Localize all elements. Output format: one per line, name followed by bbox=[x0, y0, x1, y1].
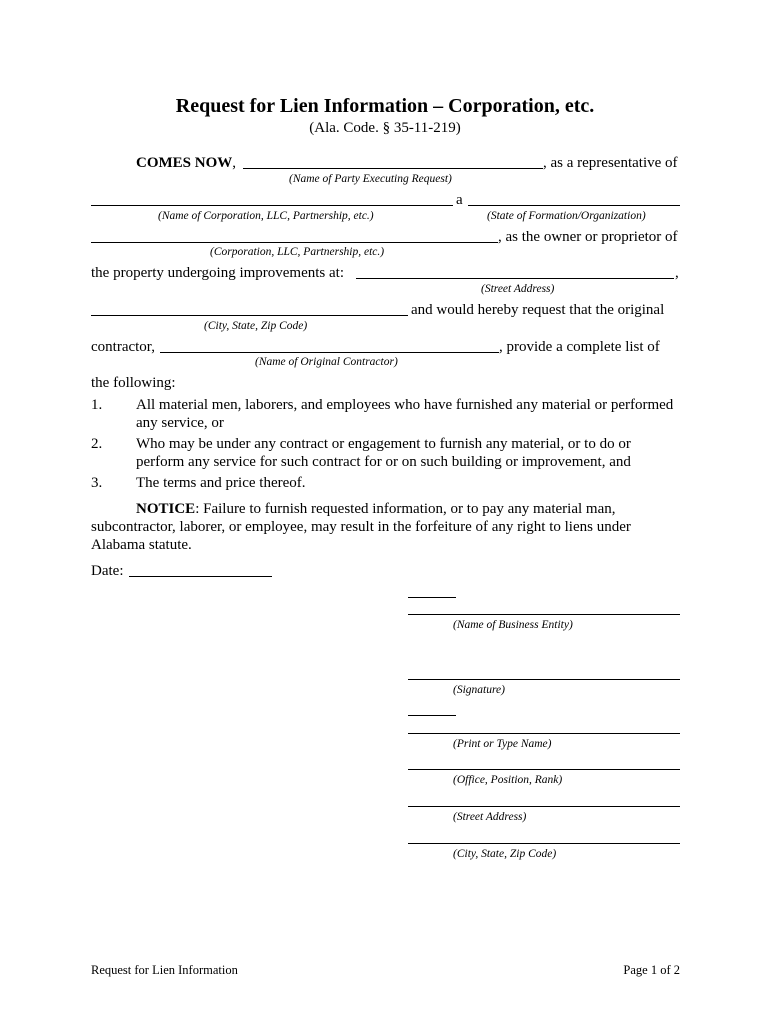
city-state-zip-field[interactable] bbox=[91, 315, 408, 316]
caption-print-name: (Print or Type Name) bbox=[453, 738, 552, 750]
page-number: Page 1 of 2 bbox=[623, 963, 680, 977]
caption-business-entity: (Name of Business Entity) bbox=[453, 619, 573, 631]
list-item-1-number: 1. bbox=[91, 397, 103, 413]
document-title: Request for Lien Information – Corporation, etc. bbox=[175, 95, 595, 117]
office-line[interactable] bbox=[408, 769, 680, 770]
party-name-field[interactable] bbox=[243, 168, 543, 169]
business-entity-line[interactable] bbox=[408, 614, 680, 615]
list-item-2-number: 2. bbox=[91, 436, 103, 452]
list-item-2-text: Who may be under any contract or engagement to furnish any material, or to do or perform any service for such contract for or on such building or improvement, and bbox=[136, 436, 631, 470]
caption-party: (Name of Party Executing Request) bbox=[289, 173, 452, 185]
caption-office: (Office, Position, Rank) bbox=[453, 774, 563, 786]
corporation-name-field[interactable] bbox=[91, 205, 453, 206]
entity-type-field[interactable] bbox=[91, 242, 498, 243]
date-label: Date: bbox=[91, 563, 124, 579]
caption-signature: (Signature) bbox=[453, 684, 505, 696]
signer-street-line[interactable] bbox=[408, 806, 680, 807]
signature-line[interactable] bbox=[408, 679, 680, 680]
address-comma: , bbox=[675, 265, 679, 281]
street-address-field[interactable] bbox=[356, 278, 674, 279]
caption-contractor: (Name of Original Contractor) bbox=[255, 356, 398, 368]
short-rule-2 bbox=[408, 715, 456, 716]
comes-now-comma: , bbox=[232, 155, 237, 171]
contractor-text: contractor, bbox=[91, 339, 155, 355]
caption-street-address: (Street Address) bbox=[481, 283, 555, 295]
print-name-line[interactable] bbox=[408, 733, 680, 734]
the-following-text: the following: bbox=[91, 375, 176, 391]
short-rule-1 bbox=[408, 597, 456, 598]
as-owner-text: , as the owner or proprietor of bbox=[498, 229, 678, 245]
caption-signer-street: (Street Address) bbox=[453, 811, 527, 823]
would-request-text: and would hereby request that the original bbox=[411, 302, 665, 318]
list-item-1-text: All material men, laborers, and employees who have furnished any material or performed any service, or bbox=[136, 397, 674, 431]
footer-title: Request for Lien Information bbox=[91, 963, 238, 977]
statute-citation: (Ala. Code. § 35-11-219) bbox=[309, 120, 461, 136]
a-text: a bbox=[456, 192, 463, 208]
list-item-3-text: The terms and price thereof. bbox=[136, 475, 306, 491]
caption-signer-city: (City, State, Zip Code) bbox=[453, 848, 557, 860]
notice-text: : Failure to furnish requested information, or to pay any material man, subcontractor, laborer, or employee, may result in the forfeiture of any right to liens under Alabama statute. bbox=[91, 501, 631, 553]
caption-state: (State of Formation/Organization) bbox=[487, 210, 646, 222]
caption-city: (City, State, Zip Code) bbox=[204, 320, 308, 332]
provide-list-text: , provide a complete list of bbox=[499, 339, 660, 355]
comes-now-text bbox=[136, 154, 236, 172]
as-representative-text: , as a representative of bbox=[543, 155, 678, 171]
notice-paragraph bbox=[91, 500, 651, 554]
caption-corporation-name: (Name of Corporation, LLC, Partnership, etc.) bbox=[158, 210, 374, 222]
list-item-3-number: 3. bbox=[91, 475, 103, 491]
notice-label: NOTICE bbox=[136, 501, 196, 517]
signer-city-line[interactable] bbox=[408, 843, 680, 844]
state-formation-field[interactable] bbox=[468, 205, 680, 206]
caption-entity-type: (Corporation, LLC, Partnership, etc.) bbox=[210, 246, 385, 258]
property-at-text: the property undergoing improvements at: bbox=[91, 265, 345, 281]
comes-now-label: COMES NOW bbox=[136, 155, 233, 171]
date-field[interactable] bbox=[129, 576, 272, 577]
original-contractor-field[interactable] bbox=[160, 352, 499, 353]
